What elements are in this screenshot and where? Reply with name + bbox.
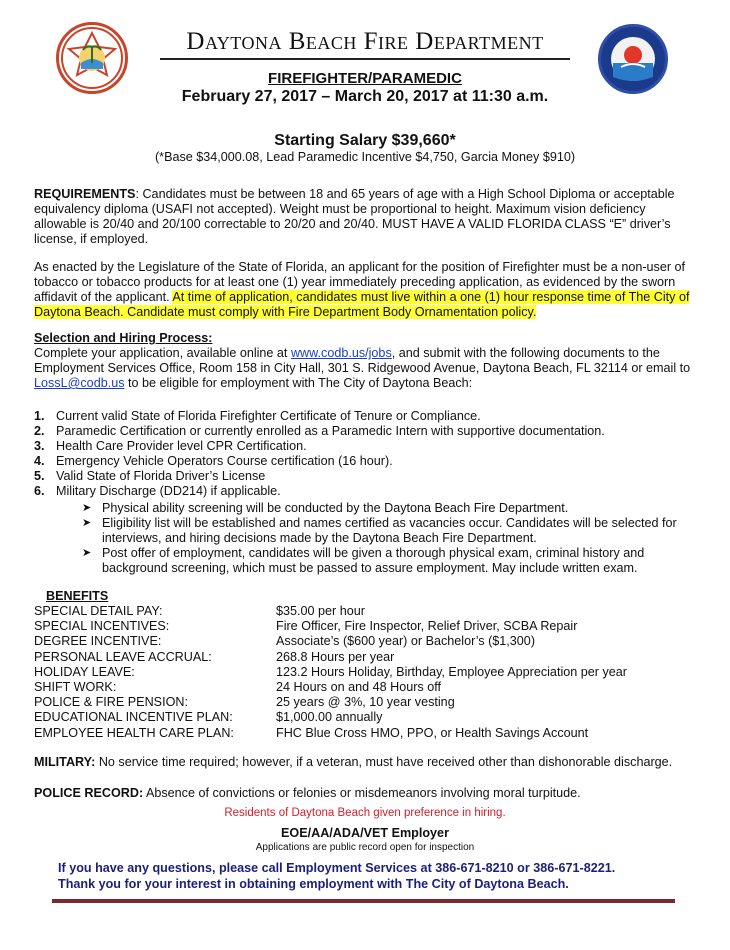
arrow-bullet-icon: ➤ (82, 502, 92, 514)
documents-list (34, 409, 704, 499)
table-row: PERSONAL LEAVE ACCRUAL: 268.8 Hours per year (34, 649, 395, 664)
tobacco-text: As enacted by the Legislature of the State of Florida, an applicant for the position of Firefighter must be a non-user of tobacco or tobacco products for at least one (1) year immediately preceding application, as evidenced by the sworn affidavit of the applicant. (34, 260, 686, 304)
table-row: SPECIAL DETAIL PAY: $35.00 per hour (34, 604, 365, 618)
public-record-note: Applications are public record open for inspection (255, 842, 475, 853)
list-item: ➤ Eligibility list will be established and names certified as vacancies occur. Candidates will be selected for interviews, and hiring decisions made by the Daytona Beach Fire Department. (82, 516, 677, 545)
list-item: 1. Current valid State of Florida Firefighter Certificate of Tenure or Compliance. (34, 409, 481, 423)
table-row: SPECIAL INCENTIVES: Fire Officer, Fire Inspector, Relief Driver, SCBA Repair (34, 619, 578, 634)
footer-divider (52, 899, 675, 903)
application-dates: February 27, 2017 – March 20, 2017 at 11:30 a.m. (181, 88, 549, 105)
starting-salary: Starting Salary $39,660* (274, 132, 456, 149)
arrow-bullet-icon: ➤ (82, 547, 92, 559)
list-item: 2. Paramedic Certification or currently enrolled as a Paramedic Intern with supportive documentation. (34, 424, 605, 438)
list-item: ➤ Physical ability screening will be conducted by the Daytona Beach Fire Department. (82, 501, 569, 515)
residents-preference: Residents of Daytona Beach given preference in hiring. (224, 807, 506, 819)
contact-line-2: Thank you for your interest in obtaining employment with The City of Daytona Beach. (58, 877, 569, 891)
salary-breakdown: (*Base $34,000.08, Lead Paramedic Incentive $4,750, Garcia Money $910) (154, 150, 576, 164)
selection-heading: Selection and Hiring Process: (34, 331, 213, 345)
military-label: MILITARY: (34, 755, 96, 769)
table-row: HOLIDAY LEAVE: 123.2 Hours Holiday, Birthday, Employee Appreciation per year (34, 664, 627, 679)
selection-text-3: to be eligible for employment with The City of Daytona Beach: (124, 376, 473, 390)
benefits-heading: BENEFITS (46, 589, 109, 603)
benefits-table (34, 604, 698, 741)
email-link[interactable]: LossL@codb.us (34, 376, 125, 390)
selection-text-1: Complete your application, available online at (34, 346, 291, 360)
table-row: SHIFT WORK: 24 Hours on and 48 Hours off (34, 679, 441, 694)
process-sublist (78, 501, 704, 576)
military-paragraph (34, 755, 698, 770)
requirements-label: REQUIREMENTS (34, 187, 136, 201)
list-item: 6. Military Discharge (DD214) if applicable. (34, 484, 281, 498)
table-row: EMPLOYEE HEALTH CARE PLAN: FHC Blue Cross HMO, PPO, or Health Savings Account (34, 725, 589, 740)
selection-section (34, 331, 698, 391)
jobs-link[interactable]: www.codb.us/jobs (290, 346, 392, 360)
military-text: No service time required; however, if a veteran, must have received other than dishonorable discharge. (95, 755, 673, 769)
residency-highlight: At time of application, candidates must live within a one (1) hour response time of The City of Daytona Beach. Candidate must comply with Fire Department Body Ornamentation policy. (34, 290, 690, 319)
list-item: 5. Valid State of Florida Driver’s License (34, 469, 266, 483)
requirements-paragraph (34, 187, 698, 247)
eoe-statement: EOE/AA/ADA/VET Employer (281, 826, 449, 840)
contact-line-1: If you have any questions, please call Employment Services at 386-671-8210 or 386-671-8221. (58, 861, 616, 875)
police-record-paragraph (34, 786, 698, 801)
table-row: DEGREE INCENTIVE: Associate’s ($600 year) or Bachelor’s ($1,300) (34, 634, 536, 649)
tobacco-paragraph (34, 260, 698, 320)
list-item: ➤ Post offer of employment, candidates will be given a thorough physical exam, criminal history and background screening, which must be passed to assure employment. May include written exam. (82, 546, 645, 575)
position-title: FIREFIGHTER/PARAMEDIC (268, 70, 462, 87)
table-row: EDUCATIONAL INCENTIVE PLAN: $1,000.00 annually (34, 710, 383, 725)
list-item: 3. Health Care Provider level CPR Certification. (34, 439, 307, 453)
department-title: Daytona Beach Fire Department (160, 28, 570, 60)
table-row: POLICE & FIRE PENSION: 25 years @ 3%, 10 year vesting (34, 695, 455, 710)
arrow-bullet-icon: ➤ (82, 517, 92, 529)
selection-text-2: , and submit with the following documents to the Employment Services Office, Room 158 in City Hall, 301 S. Ridgewood Avenue, Daytona Beach, FL 32114 or email to (34, 346, 691, 375)
police-text: Absence of convictions or felonies or misdemeanors involving moral turpitude. (143, 786, 581, 800)
list-item: 4. Emergency Vehicle Operators Course certification (16 hour). (34, 454, 393, 468)
requirements-text: : Candidates must be between 18 and 65 years of age with a High School Diploma or acceptable equivalency diploma (USAFI not accepted). Weight must be proportional to height. Maximum vision deficiency allowable is 20/40 and 20/100 correctable to 20/20 and 20/40. MUST HAVE A VALID FLORIDA CLASS “E” driver’s license, if employed. (34, 187, 675, 246)
police-label: POLICE RECORD: (34, 786, 144, 800)
